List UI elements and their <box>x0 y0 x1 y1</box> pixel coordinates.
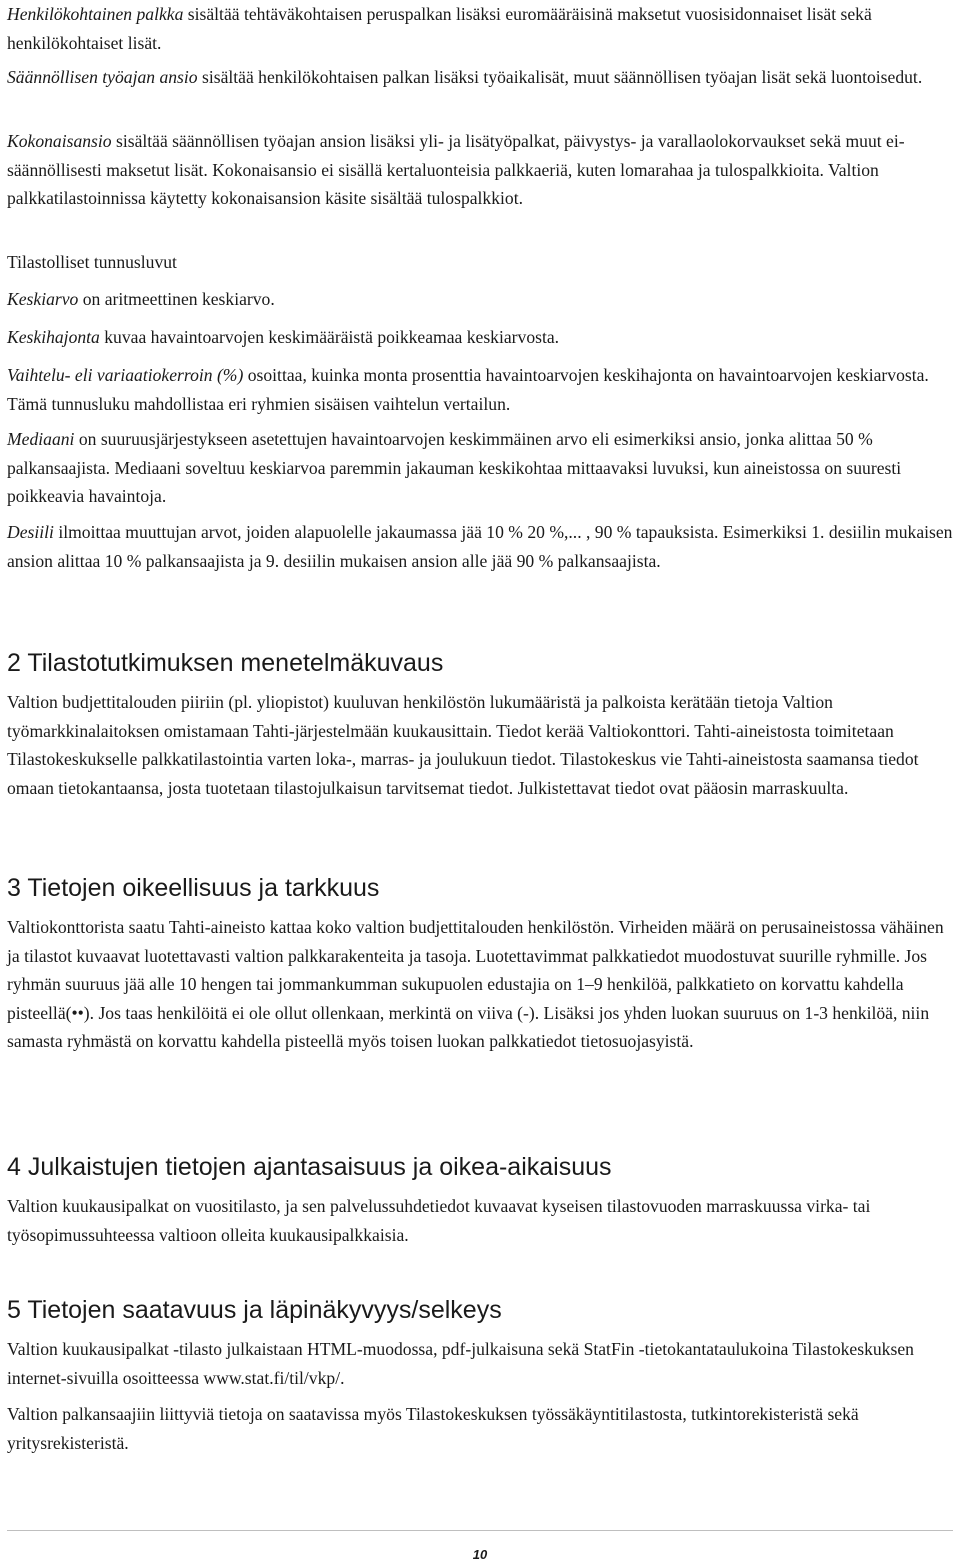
def-kokonaisansio <box>7 127 953 213</box>
term: Kokonaisansio <box>7 131 112 151</box>
term: Säännöllisen työajan ansio <box>7 67 198 87</box>
definition-text: ilmoittaa muuttujan arvot, joiden alapuolelle jakaumassa jää 10 % 20 %,... , 90 % tapauksista. Esimerkiksi 1. desiilin mukaisen ansion alittaa 10 % palkansaajista ja 9. desiilin mukaisen ansion alle jää 90 % palkansaajista. <box>7 522 953 571</box>
def-keskiarvo <box>7 285 953 314</box>
section-3-heading: 3 Tietojen oikeellisuus ja tarkkuus <box>7 874 380 902</box>
definition-text: sisältää säännöllisen työajan ansion lisäksi yli- ja lisätyöpalkat, päivystys- ja varallaolokorvaukset sekä muut ei-säännöllisesti maksetut lisät. Kokonaisansio ei sisällä kertaluonteisia palkkaeriä, kuten lomarahaa ja tulospalkkioita. Valtion palkkatilastoinnissa käytetty kokonaisansion käsite sisältää tulospalkkiot. <box>7 131 905 209</box>
term: Mediaani <box>7 429 75 449</box>
footer-divider <box>7 1530 953 1531</box>
def-desiili <box>7 518 953 575</box>
definition-text: sisältää tehtäväkohtaisen peruspalkan lisäksi euromääräisinä maksetut vuosisidonnaiset lisät sekä henkilökohtaiset lisät. <box>7 4 872 53</box>
term: Vaihtelu- eli variaatiokerroin (%) <box>7 365 244 385</box>
section-5-paragraph-1: Valtion kuukausipalkat -tilasto julkaistaan HTML-muodossa, pdf-julkaisuna sekä StatFin -tietokantataulukoina Tilastokeskuksen internet-sivuilla osoitteessa www.stat.fi/til/vkp/. <box>7 1339 914 1388</box>
section-3-paragraph: Valtiokonttorista saatu Tahti-aineisto kattaa koko valtion budjettitalouden henkilöstön. Virheiden määrä on perusaineistossa vähäinen ja tilastot kuvaavat luotettavasti valtion palkkarakenteita ja tasoja. Luotettavimmat palkkatiedot muodostuvat suurille ryhmille. Jos ryhmän suuruus jää alle 10 hengen tai jommankumman sukupuolen edustajia on 1–9 henkilöä, palkkatieto on korvattu kahdella pisteellä(••). Jos taas henkilöitä ei ole ollut ollenkaan, merkintä on viiva (-). Lisäksi jos yhden luokan suuruus on 1-3 henkilöä, niin samasta ryhmästä on korvattu kahdella pisteellä myös toisen luokan palkkatiedot tietosuojasyistä. <box>7 917 944 1052</box>
definition-text: sisältää henkilökohtaisen palkan lisäksi työaikalisät, muut säännöllisen työajan lisät sekä luontoisedut. <box>197 67 923 87</box>
section-5-paragraph-2: Valtion palkansaajiin liittyviä tietoja on saatavissa myös Tilastokeskuksen työssäkäyntitilastosta, tutkintorekisteristä sekä yritysrekisteristä. <box>7 1404 859 1453</box>
definition-text: on suuruusjärjestykseen asetettujen havaintoarvojen keskimmäinen arvo eli esimerkiksi ansio, jonka alittaa 50 % palkansaajista. Mediaani soveltuu keskiarvoa paremmin jakauman keskikohtaa mittaavaksi luvuksi, kun aineistossa on suuresti poikkeavia havaintoja. <box>7 429 902 507</box>
definition-text: on aritmeettinen keskiarvo. <box>78 289 275 309</box>
definition-text: osoittaa, kuinka monta prosenttia havaintoarvojen keskihajonta on havaintoarvojen keskiarvosta. Tämä tunnusluku mahdollistaa eri ryhmien sisäisen vaihtelun vertailun. <box>7 365 929 414</box>
section-2-heading: 2 Tilastotutkimuksen menetelmäkuvaus <box>7 649 444 677</box>
section-5-heading: 5 Tietojen saatavuus ja läpinäkyvyys/selkeys <box>7 1296 502 1324</box>
def-variaatiokerroin <box>7 361 953 418</box>
term: Henkilökohtainen palkka <box>7 4 184 24</box>
def-saannollisen-tyoajan-ansio <box>7 63 953 92</box>
term: Keskihajonta <box>7 327 100 347</box>
section-4-heading: 4 Julkaistujen tietojen ajantasaisuus ja oikea-aikaisuus <box>7 1153 612 1181</box>
term: Desiili <box>7 522 54 542</box>
section-2-paragraph: Valtion budjettitalouden piiriin (pl. yliopistot) kuuluvan henkilöstön lukumääristä ja palkoista kerätään tietoja Valtion työmarkkinalaitoksen omistamaan Tahti-järjestelmään kuukausittain. Tiedot kerää Valtiokonttori. Tahti-aineistosta toimitetaan Tilastokeskukselle palkkatilastointia varten loka-, marras- ja joulukuun tiedot. Tilastokeskus vie Tahti-aineistosta saamansa tiedot omaan tietokantaansa, josta tuotetaan tilastojulkaisun tarvitsemat tiedot. Julkistettavat tiedot ovat pääosin marraskuulta. <box>7 692 919 798</box>
definition-text: kuvaa havaintoarvojen keskimääräistä poikkeamaa keskiarvosta. <box>99 327 560 347</box>
section-4-paragraph: Valtion kuukausipalkat on vuositilasto, ja sen palvelussuhdetiedot kuvaavat kyseisen tilastovuoden marraskuussa virka- tai työsopimussuhteessa valtioon olleita kuukausipalkkaisia. <box>7 1196 871 1245</box>
def-keskihajonta <box>7 323 953 352</box>
stats-subheading: Tilastolliset tunnusluvut <box>7 252 177 272</box>
term: Keskiarvo <box>7 289 79 309</box>
def-mediaani <box>7 425 953 511</box>
page-number: 10 <box>472 1547 488 1562</box>
def-henkilokohtainen-palkka <box>7 0 953 57</box>
